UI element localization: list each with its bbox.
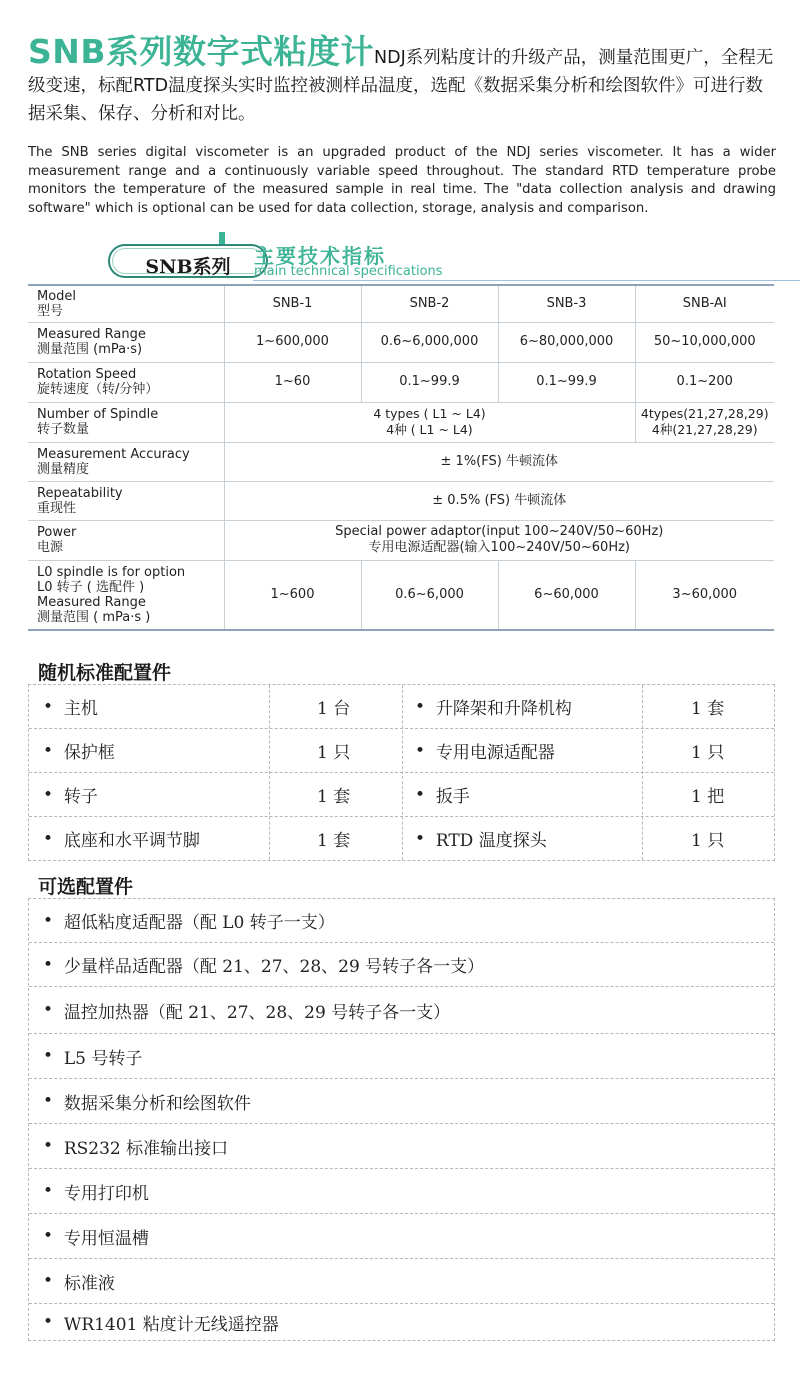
- row-label: Power 电源: [28, 520, 224, 560]
- table-row: [29, 773, 774, 817]
- table-cell: SNB-AI: [635, 285, 774, 322]
- optional-heading: 可选配置件: [38, 876, 134, 898]
- row-label: L0 spindle is for option L0 转子 ( 选配件 ) Measured Range 测量范围 ( mPa·s ): [28, 560, 224, 630]
- table-row: [28, 362, 774, 402]
- table-cell: 4types(21,27,28,29) 4种(21,27,28,29): [635, 402, 774, 442]
- table-row: [28, 402, 774, 442]
- table-cell: 0.6~6,000: [361, 560, 498, 630]
- table-row: [29, 817, 774, 860]
- spec-table: [28, 284, 774, 631]
- badge-accent-mark: [219, 232, 225, 244]
- table-cell: 1~60: [224, 362, 361, 402]
- standard-grid: [28, 684, 775, 861]
- table-cell: 50~10,000,000: [635, 322, 774, 362]
- spec-header: [28, 234, 776, 282]
- table-row: [28, 520, 774, 560]
- list-item: • WR1401 粘度计无线遥控器: [43, 1312, 279, 1335]
- spec-title-cn: 主要技术指标: [254, 244, 386, 268]
- table-cell: 1~600,000: [224, 322, 361, 362]
- list-item: • 数据采集分析和绘图软件: [29, 1079, 774, 1124]
- quantity: 1 套: [317, 831, 351, 851]
- row-label: Rotation Speed 旋转速度（转/分钟）: [28, 362, 224, 402]
- table-cell: 3~60,000: [635, 560, 774, 630]
- standard-heading: 随机标准配置件: [38, 662, 172, 684]
- intro-description: NDJ系列粘度计的升级产品，测量范围更广，全程无级变速，标配RTD温度探头实时监控被测样品温度，选配《数据采集分析和绘图软件》可进行数据采集、保存、分析和对比。: [28, 48, 774, 124]
- table-cell: 0.1~99.9: [498, 362, 635, 402]
- table-cell: ± 1%(FS) 牛顿流体: [224, 442, 774, 481]
- table-cell: ± 0.5% (FS) 牛顿流体: [224, 481, 774, 520]
- list-item: • 转子: [43, 784, 98, 807]
- quantity: 1 台: [317, 699, 351, 719]
- list-item: • 专用恒温槽: [29, 1214, 774, 1259]
- quantity: 1 只: [317, 743, 351, 763]
- table-cell: SNB-3: [498, 285, 635, 322]
- table-row: [28, 285, 774, 322]
- list-item: • RTD 温度探头: [415, 828, 547, 851]
- table-row: [29, 685, 774, 729]
- product-title: SNB系列数字式粘度计: [28, 32, 375, 71]
- list-item: • 主机: [43, 696, 98, 719]
- row-label: Measured Range 测量范围 (mPa·s): [28, 322, 224, 362]
- list-item: • 保护框: [43, 740, 115, 763]
- quantity: 1 只: [691, 831, 725, 851]
- table-cell: 0.1~99.9: [361, 362, 498, 402]
- list-item: • L5 号转子: [29, 1034, 774, 1079]
- quantity: 1 把: [691, 787, 725, 807]
- table-cell: 0.6~6,000,000: [361, 322, 498, 362]
- table-row: [28, 560, 774, 630]
- spec-divider: [253, 280, 800, 281]
- list-item: • 扳手: [415, 784, 470, 807]
- table-row: [29, 729, 774, 773]
- row-label: Measurement Accuracy 测量精度: [28, 442, 224, 481]
- table-cell: Special power adaptor(input 100~240V/50~60Hz) 专用电源适配器(输入100~240V/50~60Hz): [224, 520, 774, 560]
- table-row: [28, 322, 774, 362]
- table-cell: 6~60,000: [498, 560, 635, 630]
- list-item: • 升降架和升降机构: [415, 696, 572, 719]
- list-item: • 少量样品适配器（配 21、27、28、29 号转子各一支）: [29, 943, 774, 987]
- intro-paragraph: [28, 32, 776, 128]
- list-item: • RS232 标准输出接口: [29, 1124, 774, 1169]
- quantity: 1 只: [691, 743, 725, 763]
- table-cell: 0.1~200: [635, 362, 774, 402]
- quantity: 1 套: [691, 699, 725, 719]
- row-label: Repeatability 重现性: [28, 481, 224, 520]
- list-item: • 温控加热器（配 21、27、28、29 号转子各一支）: [29, 987, 774, 1034]
- row-label: Model 型号: [28, 285, 224, 322]
- table-cell: SNB-1: [224, 285, 361, 322]
- table-cell: 1~600: [224, 560, 361, 630]
- list-item: • 超低粘度适配器（配 L0 转子一支）: [29, 899, 774, 943]
- table-cell: SNB-2: [361, 285, 498, 322]
- row-label: Number of Spindle 转子数量: [28, 402, 224, 442]
- spec-title-en: main technical specifications: [254, 264, 443, 279]
- series-badge: SNB系列: [108, 244, 268, 278]
- table-row: [28, 481, 774, 520]
- list-item: • 专用打印机: [29, 1169, 774, 1214]
- table-row: [28, 442, 774, 481]
- list-item: • 底座和水平调节脚: [43, 828, 200, 851]
- table-cell: 4 types ( L1 ~ L4) 4种 ( L1 ~ L4): [224, 402, 635, 442]
- table-cell: 6~80,000,000: [498, 322, 635, 362]
- list-item: • 标准液: [29, 1259, 774, 1304]
- english-description: The SNB series digital viscometer is an upgraded product of the NDJ series viscometer. It has a wider measurement range and a continuously variable speed throughout. The standard RTD temperature probe monitors the temperature of the measured sample in real time. The "data collection analysis and drawing software" which is optional can be used for data collection, storage, analysis and comparison.: [28, 145, 776, 216]
- list-item: • 专用电源适配器: [415, 740, 555, 763]
- optional-list: [28, 898, 775, 1341]
- quantity: 1 套: [317, 787, 351, 807]
